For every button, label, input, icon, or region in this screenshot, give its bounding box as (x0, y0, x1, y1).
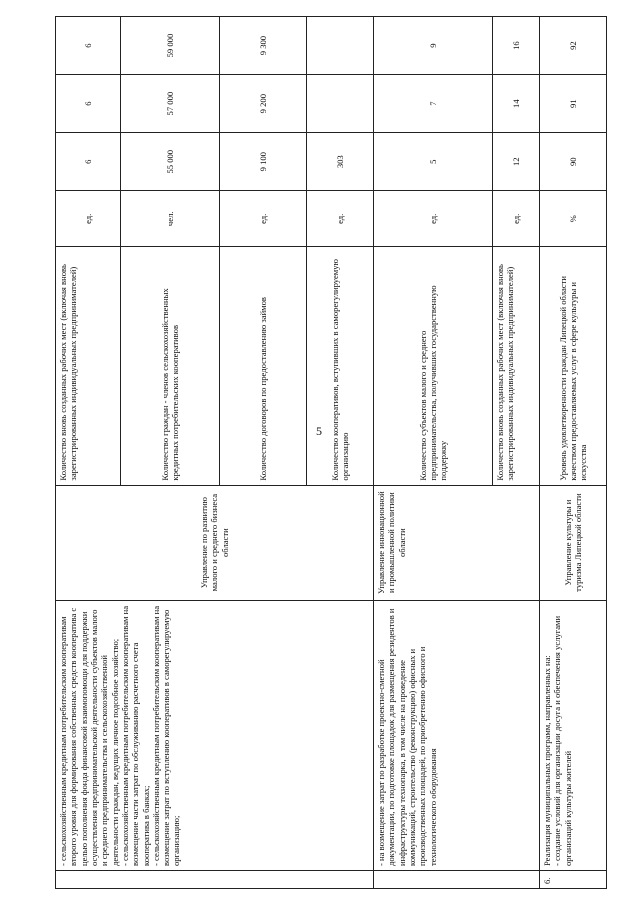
value-cell: 9 300 (220, 17, 307, 75)
unit-cell: ед. (374, 191, 493, 247)
value-cell: 16 (493, 17, 540, 75)
indicator-cell: Количество граждан - членов сельскохозяйственных кредитных потребительских кооперативов (121, 247, 220, 485)
value-cell: 9 (374, 17, 493, 75)
value-cell: 5 (374, 133, 493, 191)
value-cell: 57 000 (121, 75, 220, 133)
row-number-cell (56, 870, 374, 888)
value-cell: 14 (493, 75, 540, 133)
row-number-cell (374, 870, 540, 888)
value-cell (307, 17, 374, 75)
table-row (56, 17, 121, 889)
indicator-cell: Количество субъектов малого и среднего предпринимательства, получивших государственную поддержку (374, 247, 493, 485)
rotated-table-container (55, 0, 600, 905)
executor-cell: Управление культуры и туризма Липецкой области (540, 485, 607, 600)
value-cell (307, 75, 374, 133)
unit-cell: ед. (493, 191, 540, 247)
value-cell: 12 (493, 133, 540, 191)
value-cell: 59 000 (121, 17, 220, 75)
value-cell: 303 (307, 133, 374, 191)
value-cell: 55 000 (121, 133, 220, 191)
indicator-cell: Уровень удовлетворенности граждан Липецкой области качеством предоставляемых услуг в сфере культуры и искусства (540, 247, 607, 485)
value-cell: 90 (540, 133, 607, 191)
measures-table (55, 16, 607, 889)
unit-cell: ед. (56, 191, 121, 247)
measure-cell: - сельскохозяйственным кредитным потребительским кооперативам второго уровня для формирования собственных средств кооператива с целью пополнения фонда финансовой взаимопомощи для поддержки осуществления предпринимательской деятельности субъектов малого и среднего предпринимательства и сельскохозяйственной деятельности граждан, ведущих личное подсобное хозяйство; - сельскохозяйственным кредитным потребительским кооперативам на возмещение части затрат по обслуживанию расчетного счета кооператива в банках; - сельскохозяйственным кредитным потребительским кооперативам на возмещение затрат по вступлению кооперативов в саморегулируемую организацию; (56, 600, 374, 870)
value-cell: 9 200 (220, 75, 307, 133)
value-cell: 92 (540, 17, 607, 75)
value-cell: 6 (56, 75, 121, 133)
indicator-cell: Количество вновь созданных рабочих мест (включая вновь зарегистрированных индивидуальных предпринимателей) (56, 247, 121, 485)
value-cell: 7 (374, 75, 493, 133)
measure-cell: - на возмещение затрат по разработке проектно-сметной документации, по подготовке площадок для размещения резидентов и инфраструктуры технопарка, в том числе на проведение коммуникаций, строительство (реконструкцию) офисных и производственных площадей, по приобретению офисного и технологического оборудования (374, 600, 540, 870)
value-cell: 6 (56, 133, 121, 191)
unit-cell: чел. (121, 191, 220, 247)
unit-cell: ед. (220, 191, 307, 247)
page-number: 5 (316, 424, 322, 438)
value-cell: 9 100 (220, 133, 307, 191)
measure-cell: Реализация муниципальных программ, направленных на: - создание условий для организации досуга и обеспечения услугами организаций культуры жителей (540, 600, 607, 870)
row-number-cell: 6. (540, 870, 607, 888)
indicator-cell: Количество договоров по предоставлению займов (220, 247, 307, 485)
table-row (540, 17, 607, 889)
indicator-cell: Количество вновь созданных рабочих мест (включая вновь зарегистрированных индивидуальных предпринимателей) (493, 247, 540, 485)
indicator-cell: Количество кооперативов, вступивших в саморегулируемую организацию (307, 247, 374, 485)
table-row (374, 17, 493, 889)
unit-cell: ед. (307, 191, 374, 247)
executor-cell: Управление по развитию малого и среднего бизнеса области (56, 485, 374, 600)
value-cell: 91 (540, 75, 607, 133)
executor-cell: Управление инновационной и промышленной политики области (374, 485, 540, 600)
value-cell: 6 (56, 17, 121, 75)
unit-cell: % (540, 191, 607, 247)
